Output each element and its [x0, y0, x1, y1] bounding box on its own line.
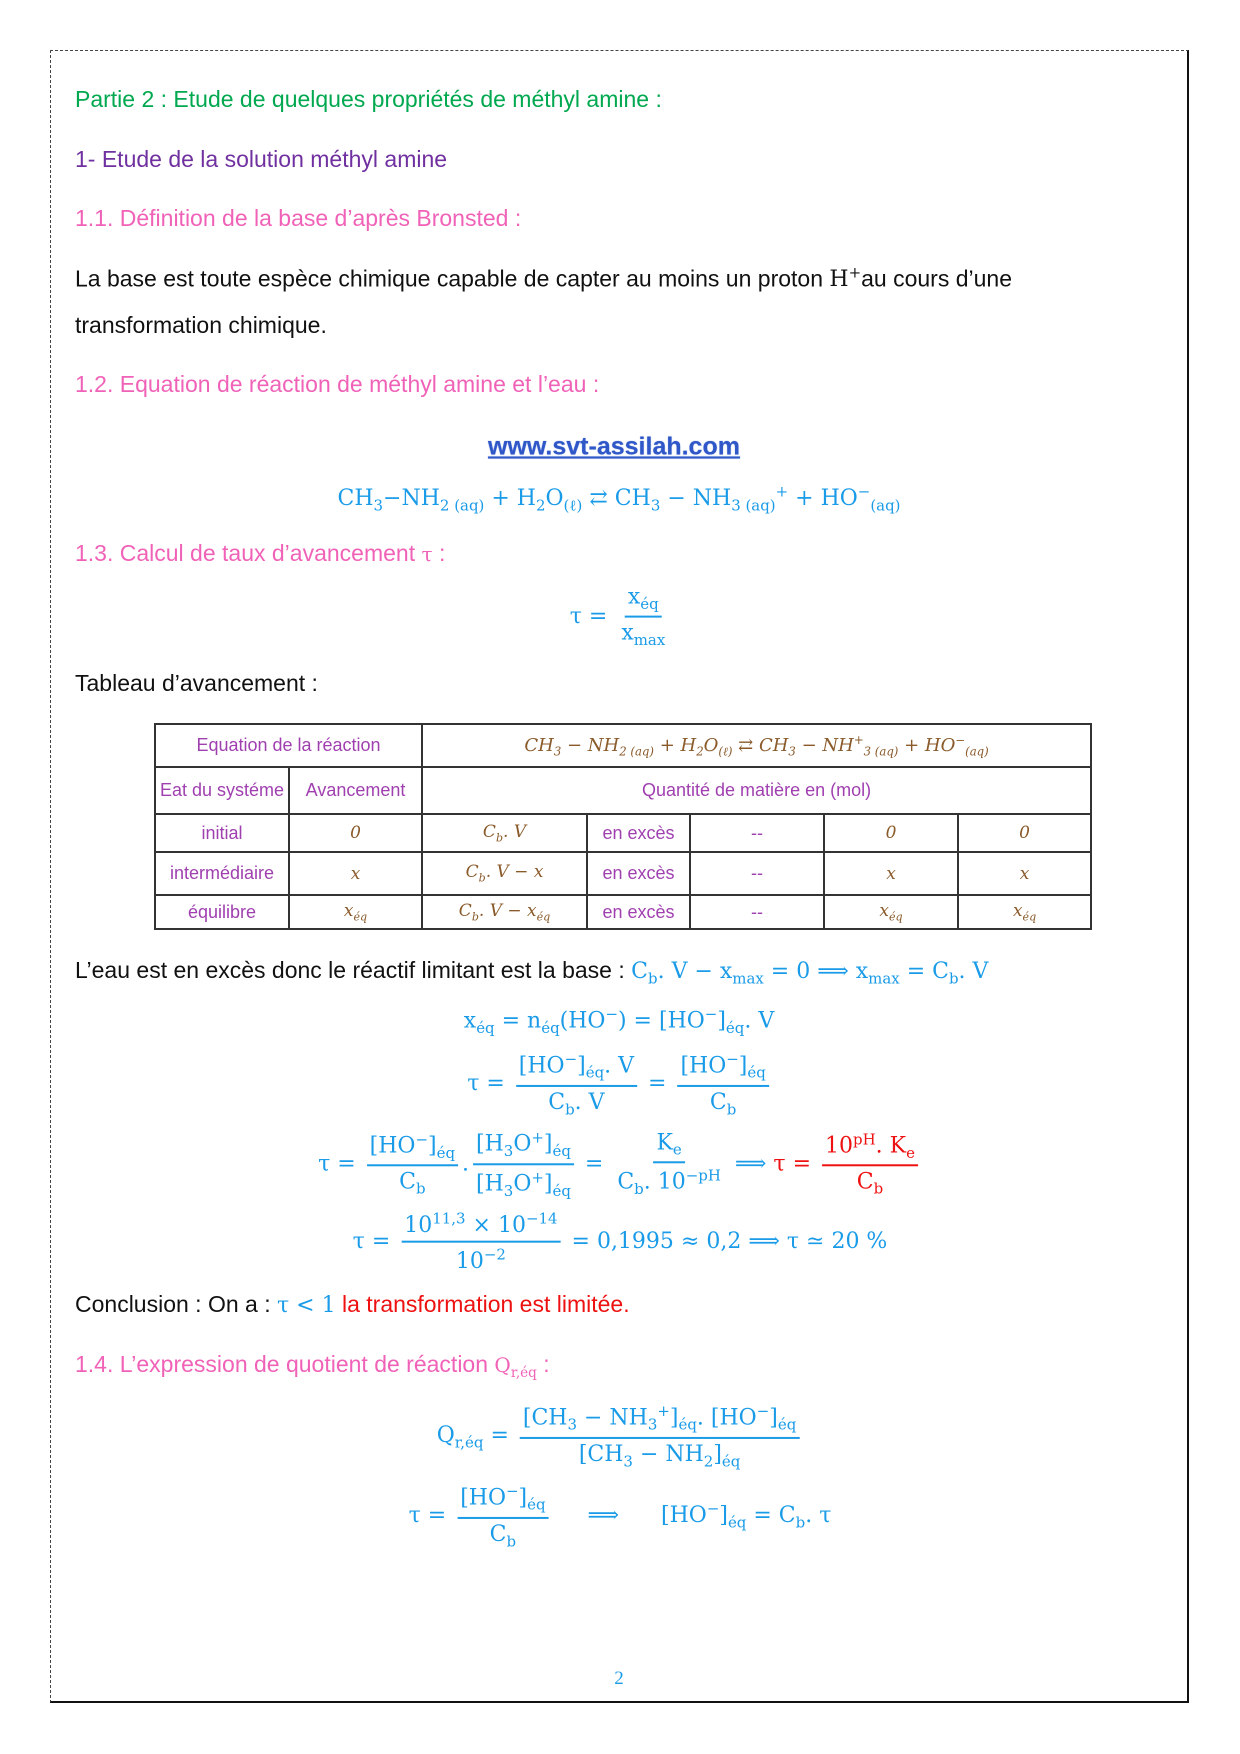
fraction [457, 1482, 548, 1550]
superscript: − [756, 1401, 770, 1420]
tau-result-formula [773, 1129, 922, 1199]
subsection-1-1-heading: 1.1. Définition de la base d’après Bronsted : [75, 205, 522, 231]
subscript: max [732, 969, 764, 988]
subscript: b [415, 1180, 426, 1199]
subscript: éq [353, 910, 368, 924]
limiting-reactant-line [75, 959, 988, 986]
subsection-1-4-heading [75, 1353, 550, 1381]
quantity-label-cell: Quantité de matière en (mol) [422, 767, 1091, 814]
subscript: éq [476, 1018, 495, 1037]
math-text: O [703, 734, 719, 756]
empty-cell: -- [690, 852, 824, 895]
conclusion-result: la transformation est limitée. [341, 1291, 630, 1317]
math-text: ] [543, 1171, 553, 1197]
subscript: éq [552, 1181, 571, 1200]
math-text: ⟹ [727, 1151, 774, 1176]
superscript: + [853, 732, 864, 747]
math-text: x [886, 863, 896, 884]
math-text: ] [717, 1008, 726, 1034]
numerator [516, 1050, 637, 1087]
math-text: ] [669, 1405, 679, 1431]
tau-symbol [421, 542, 432, 566]
subscript: b [873, 1180, 884, 1199]
math-text: = [641, 1070, 674, 1096]
math-text: . V [744, 1008, 775, 1034]
math-text: C [489, 1521, 507, 1547]
math-text: . V [574, 1089, 605, 1115]
subscript: éq [889, 910, 903, 924]
math-text: = [483, 1422, 516, 1448]
fraction [614, 1130, 724, 1198]
water-cell: en excès [587, 852, 690, 895]
subsection-1-2-heading: 1.2. Equation de réaction de méthyl amine et l’eau : [75, 371, 600, 397]
math-text: ) = [HO [617, 1008, 705, 1034]
limiting-text: L’eau est en excès donc le réactif limitant est la base : [75, 957, 625, 983]
math-text: . [462, 1151, 470, 1176]
math-text: + HO [788, 485, 858, 511]
math-text: . [HO [696, 1405, 757, 1431]
base-cell [422, 814, 587, 852]
advancement-cell [289, 895, 422, 929]
advancement-label-cell: Avancement [289, 767, 422, 814]
math-text: [H [476, 1171, 504, 1197]
fraction [367, 1130, 458, 1198]
subscript: (ℓ) [718, 744, 733, 759]
conclusion-label: Conclusion : On a : [75, 1291, 271, 1317]
subscript: (ℓ) [563, 496, 583, 515]
acid-cell [824, 814, 958, 852]
subscript: éq [678, 1415, 697, 1434]
math-text: τ = [569, 604, 615, 629]
empty-cell: -- [690, 895, 824, 929]
math-text: + HO [898, 734, 956, 756]
math-text: 0 [1019, 823, 1030, 843]
math-text: x [1012, 900, 1023, 921]
superscript: pH [853, 1129, 876, 1148]
tau-ratio-formula [467, 1050, 773, 1118]
hydroxide-cell [958, 895, 1091, 929]
acid-cell [824, 895, 958, 929]
reaction-equation [338, 483, 901, 516]
math-text: ] [738, 1053, 748, 1079]
water-cell: en excès [587, 895, 690, 929]
subscript: éq [725, 1018, 745, 1037]
math-text: Q [494, 1353, 511, 1377]
fraction [401, 1210, 560, 1275]
heading-text: 1.4. L’expression de quotient de réaction [75, 1351, 489, 1377]
tau-ke-formula [318, 1128, 774, 1200]
math-text: τ = [467, 1070, 512, 1096]
advancement-table [154, 723, 1092, 930]
section-heading: 1- Etude de la solution méthyl amine [75, 146, 448, 172]
math-text: − NH [795, 734, 854, 756]
subscript: e [672, 1140, 682, 1159]
state-label-cell: Eat du systéme [155, 767, 289, 814]
subscript: 2 (aq) [619, 744, 654, 759]
xeq-formula [464, 1005, 774, 1037]
fraction [677, 1050, 768, 1118]
superscript: − [857, 482, 871, 501]
math-text: 0 [885, 823, 897, 843]
watermark-link[interactable]: www.svt-assilah.com [488, 432, 740, 461]
tableau-label: Tableau d’avancement : [75, 670, 318, 696]
subscript: éq [585, 1063, 605, 1082]
numerator [677, 1050, 768, 1087]
math-text: ] [719, 1502, 728, 1528]
heading-text: 1.3. Calcul de taux d’avancement [75, 540, 416, 566]
math-text: . V − x [657, 959, 733, 984]
denominator [576, 1439, 744, 1470]
water-cell: en excès [587, 814, 690, 852]
math-text: −NH [383, 485, 440, 511]
fraction [516, 1050, 637, 1118]
numerator [625, 585, 662, 618]
subscript: (aq) [870, 496, 901, 515]
numerator [473, 1128, 574, 1165]
math-text: = n [494, 1008, 542, 1034]
subscript: 2 [703, 1452, 714, 1471]
tau-ke-line [318, 1128, 922, 1199]
subscript: b [495, 831, 504, 845]
numerator [822, 1130, 918, 1167]
superscript: −14 [525, 1209, 558, 1228]
subscript: max [868, 969, 900, 988]
math-text: Q [436, 1422, 455, 1448]
numerator [367, 1130, 458, 1167]
superscript: + [531, 1128, 544, 1147]
math-text: C [856, 1169, 874, 1195]
denominator [487, 1519, 519, 1550]
subscript: 3 [788, 744, 796, 759]
math-text: . V − x [478, 900, 537, 921]
math-text: ] [577, 1053, 586, 1079]
math-text: CH [524, 734, 554, 756]
state-cell: intermédiaire [155, 852, 289, 895]
math-text: [H [476, 1131, 504, 1157]
table-row [155, 895, 1091, 929]
math-text: 10 [455, 1249, 484, 1275]
superscript: −pH [685, 1166, 721, 1185]
math-text: = C [746, 1502, 796, 1528]
tau-numeric-formula [353, 1210, 888, 1275]
denominator [854, 1167, 886, 1198]
math-text: (HO [559, 1008, 606, 1034]
denominator [545, 1087, 607, 1118]
fraction [822, 1130, 918, 1198]
math-text: ] [543, 1131, 553, 1157]
heading-colon: : [536, 1351, 550, 1377]
math-text: C [631, 959, 648, 984]
superscript: − [955, 732, 966, 747]
definition-tail: au cours d’une [861, 265, 1012, 292]
subscript: 3 [553, 744, 562, 759]
math-text: [HO [518, 1053, 565, 1079]
math-text: O [513, 1171, 532, 1197]
math-text: 0 [350, 823, 361, 843]
subscript: 3 (aq) [731, 496, 776, 515]
math-text: x [463, 1008, 477, 1034]
math-text: ⇄ CH [732, 734, 789, 756]
subscript: éq [541, 1018, 560, 1037]
math-text: = C [899, 959, 949, 984]
denominator [618, 618, 668, 649]
subscript: éq [552, 1142, 571, 1160]
fraction [618, 585, 668, 650]
subscript: 2 (aq) [439, 496, 485, 515]
denominator [707, 1087, 739, 1118]
math-text: x [879, 900, 889, 921]
proton-symbol [829, 264, 862, 293]
advancement-cell [289, 814, 422, 852]
numerator [520, 1402, 799, 1439]
superscript: − [704, 1005, 718, 1024]
math-text: [HO [369, 1133, 416, 1159]
superscript: 11,3 [432, 1209, 466, 1228]
superscript: −2 [483, 1246, 506, 1264]
superscript: + [657, 1401, 670, 1420]
math-text: ⇄ CH [582, 485, 651, 511]
math-text: ] [428, 1133, 437, 1159]
math-text: τ < 1 [277, 1293, 336, 1318]
math-text: . 10 [643, 1169, 686, 1195]
state-cell: équilibre [155, 895, 289, 929]
subscript: b [795, 1513, 806, 1532]
subscript: éq [777, 1415, 797, 1434]
subscript: 2 [535, 496, 546, 515]
tau-less-than-one [277, 1293, 336, 1318]
superscript: − [706, 1499, 720, 1518]
math-text: x [621, 621, 634, 646]
subscript: éq [640, 595, 659, 613]
table-equation-cell [422, 724, 1091, 767]
superscript: − [506, 1481, 519, 1500]
subscript: 3 [647, 1415, 658, 1434]
math-text: + H [484, 485, 536, 511]
definition-text: La base est toute espèce chimique capable de capter au moins un proton [75, 265, 823, 292]
subscript: b [478, 871, 486, 885]
math-text: ] [518, 1485, 528, 1511]
math-text: [CH [578, 1441, 624, 1467]
numerator [457, 1482, 548, 1519]
math-text: . V [958, 959, 989, 984]
math-text: − NH [660, 485, 732, 511]
superscript: + [848, 264, 862, 282]
hydroxide-cell [958, 852, 1091, 895]
subscript: b [948, 969, 959, 988]
math-text: τ = [773, 1151, 819, 1176]
math-text: O [513, 1131, 532, 1157]
tau-definition-formula [570, 585, 673, 650]
subscript: 3 [373, 496, 384, 515]
subscript: 3 [503, 1181, 514, 1200]
part-heading: Partie 2 : Etude de quelques propriétés de méthyl amine : [75, 86, 662, 112]
subscript: éq [727, 1513, 747, 1532]
math-text: − NH [561, 734, 620, 756]
math-text: C [709, 1089, 727, 1115]
math-text: τ = [408, 1502, 454, 1528]
math-text: = 0,1995 ≈ 0,2 ⟹ τ ≃ 20 % [564, 1229, 888, 1254]
math-text: = [577, 1151, 611, 1176]
definition-line-1 [75, 266, 1012, 291]
math-text: C [482, 821, 496, 842]
math-text: [CH [522, 1405, 568, 1431]
math-text: x [350, 863, 361, 884]
subscript: éq [527, 1495, 546, 1514]
numerator [653, 1130, 684, 1163]
subscript: (aq) [965, 744, 989, 759]
subscript: b [506, 1532, 517, 1551]
subscript: b [634, 1180, 644, 1199]
math-text: K [656, 1129, 673, 1155]
base-cell [422, 852, 587, 895]
subscript: r,éq [454, 1433, 484, 1452]
denominator [396, 1167, 428, 1198]
math-text: C [548, 1089, 566, 1115]
math-text: . τ [805, 1502, 832, 1528]
denominator [473, 1165, 574, 1200]
math-text: = 0 ⟹ x [763, 959, 869, 984]
subscript: b [471, 910, 479, 924]
subscript: 3 (aq) [863, 744, 899, 759]
math-text: . V − x [485, 862, 544, 883]
conclusion-line [75, 1293, 630, 1317]
hydroxide-cell [958, 814, 1091, 852]
math-text: C [465, 862, 479, 883]
denominator [453, 1243, 509, 1274]
subscript: éq [1022, 910, 1037, 924]
page-number: 2 [614, 1668, 624, 1689]
quotient-symbol [494, 1353, 537, 1381]
heading-colon: : [432, 540, 446, 566]
superscript: − [726, 1049, 739, 1068]
subscript: 2 [696, 744, 704, 759]
subscript: 3 [567, 1415, 578, 1434]
hydroxide-concentration-formula [409, 1482, 832, 1550]
advancement-cell [289, 852, 422, 895]
math-text: x [1019, 863, 1030, 884]
math-text: − NH [632, 1441, 704, 1467]
math-text: H [829, 267, 849, 293]
math-text: C [458, 900, 472, 921]
subscript: b [648, 969, 658, 988]
superscript: + [531, 1168, 544, 1186]
subscript: éq [436, 1143, 456, 1162]
table-row [155, 852, 1091, 895]
math-text: . V [503, 821, 527, 842]
math-text: . V [604, 1053, 635, 1079]
superscript: − [605, 1005, 618, 1024]
superscript: − [564, 1049, 578, 1068]
math-text: − NH [577, 1405, 648, 1431]
superscript: − [415, 1129, 429, 1148]
subscript: max [633, 631, 666, 650]
math-text: × 10 [465, 1213, 526, 1238]
fraction [520, 1402, 799, 1470]
definition-line-2: transformation chimique. [75, 312, 327, 338]
limiting-formula [631, 959, 989, 988]
equation-label-cell: Equation de la réaction [155, 724, 422, 767]
subscript: éq [747, 1063, 766, 1082]
base-cell [422, 895, 587, 929]
math-text: x [627, 584, 641, 610]
math-text: ⟹ [HO [552, 1502, 707, 1528]
superscript: + [775, 482, 789, 501]
math-text: O [545, 485, 564, 511]
empty-cell: -- [690, 814, 824, 852]
math-text: + H [653, 734, 697, 756]
subscript: éq [721, 1452, 741, 1471]
acid-cell [824, 852, 958, 895]
math-text: CH [337, 485, 374, 511]
subsection-1-3-heading [75, 542, 445, 565]
math-text: 10 [404, 1213, 433, 1238]
subscript: 3 [650, 496, 661, 515]
state-cell: initial [155, 814, 289, 852]
math-text: ] [713, 1441, 722, 1467]
subscript: 3 [623, 1452, 633, 1471]
math-text: C [617, 1169, 635, 1195]
math-text: ] [769, 1405, 778, 1431]
math-text: τ [421, 542, 433, 566]
math-text: 10 [825, 1133, 854, 1159]
math-text: τ = [352, 1229, 398, 1254]
quotient-formula [437, 1402, 804, 1470]
subscript: b [726, 1100, 737, 1119]
math-text: . K [875, 1133, 907, 1159]
subscript: b [565, 1100, 575, 1119]
subscript: r,éq [510, 1365, 537, 1381]
subscript: 3 [503, 1142, 514, 1160]
denominator [614, 1163, 724, 1198]
fraction [473, 1128, 574, 1199]
math-text: C [399, 1169, 416, 1195]
math-text: x [343, 900, 354, 921]
subscript: e [906, 1143, 915, 1162]
math-text: [HO [680, 1053, 727, 1079]
math-text: τ = [318, 1151, 363, 1176]
subscript: éq [536, 910, 551, 924]
numerator [401, 1210, 560, 1243]
table-row [155, 814, 1091, 852]
math-text: [HO [460, 1485, 507, 1511]
